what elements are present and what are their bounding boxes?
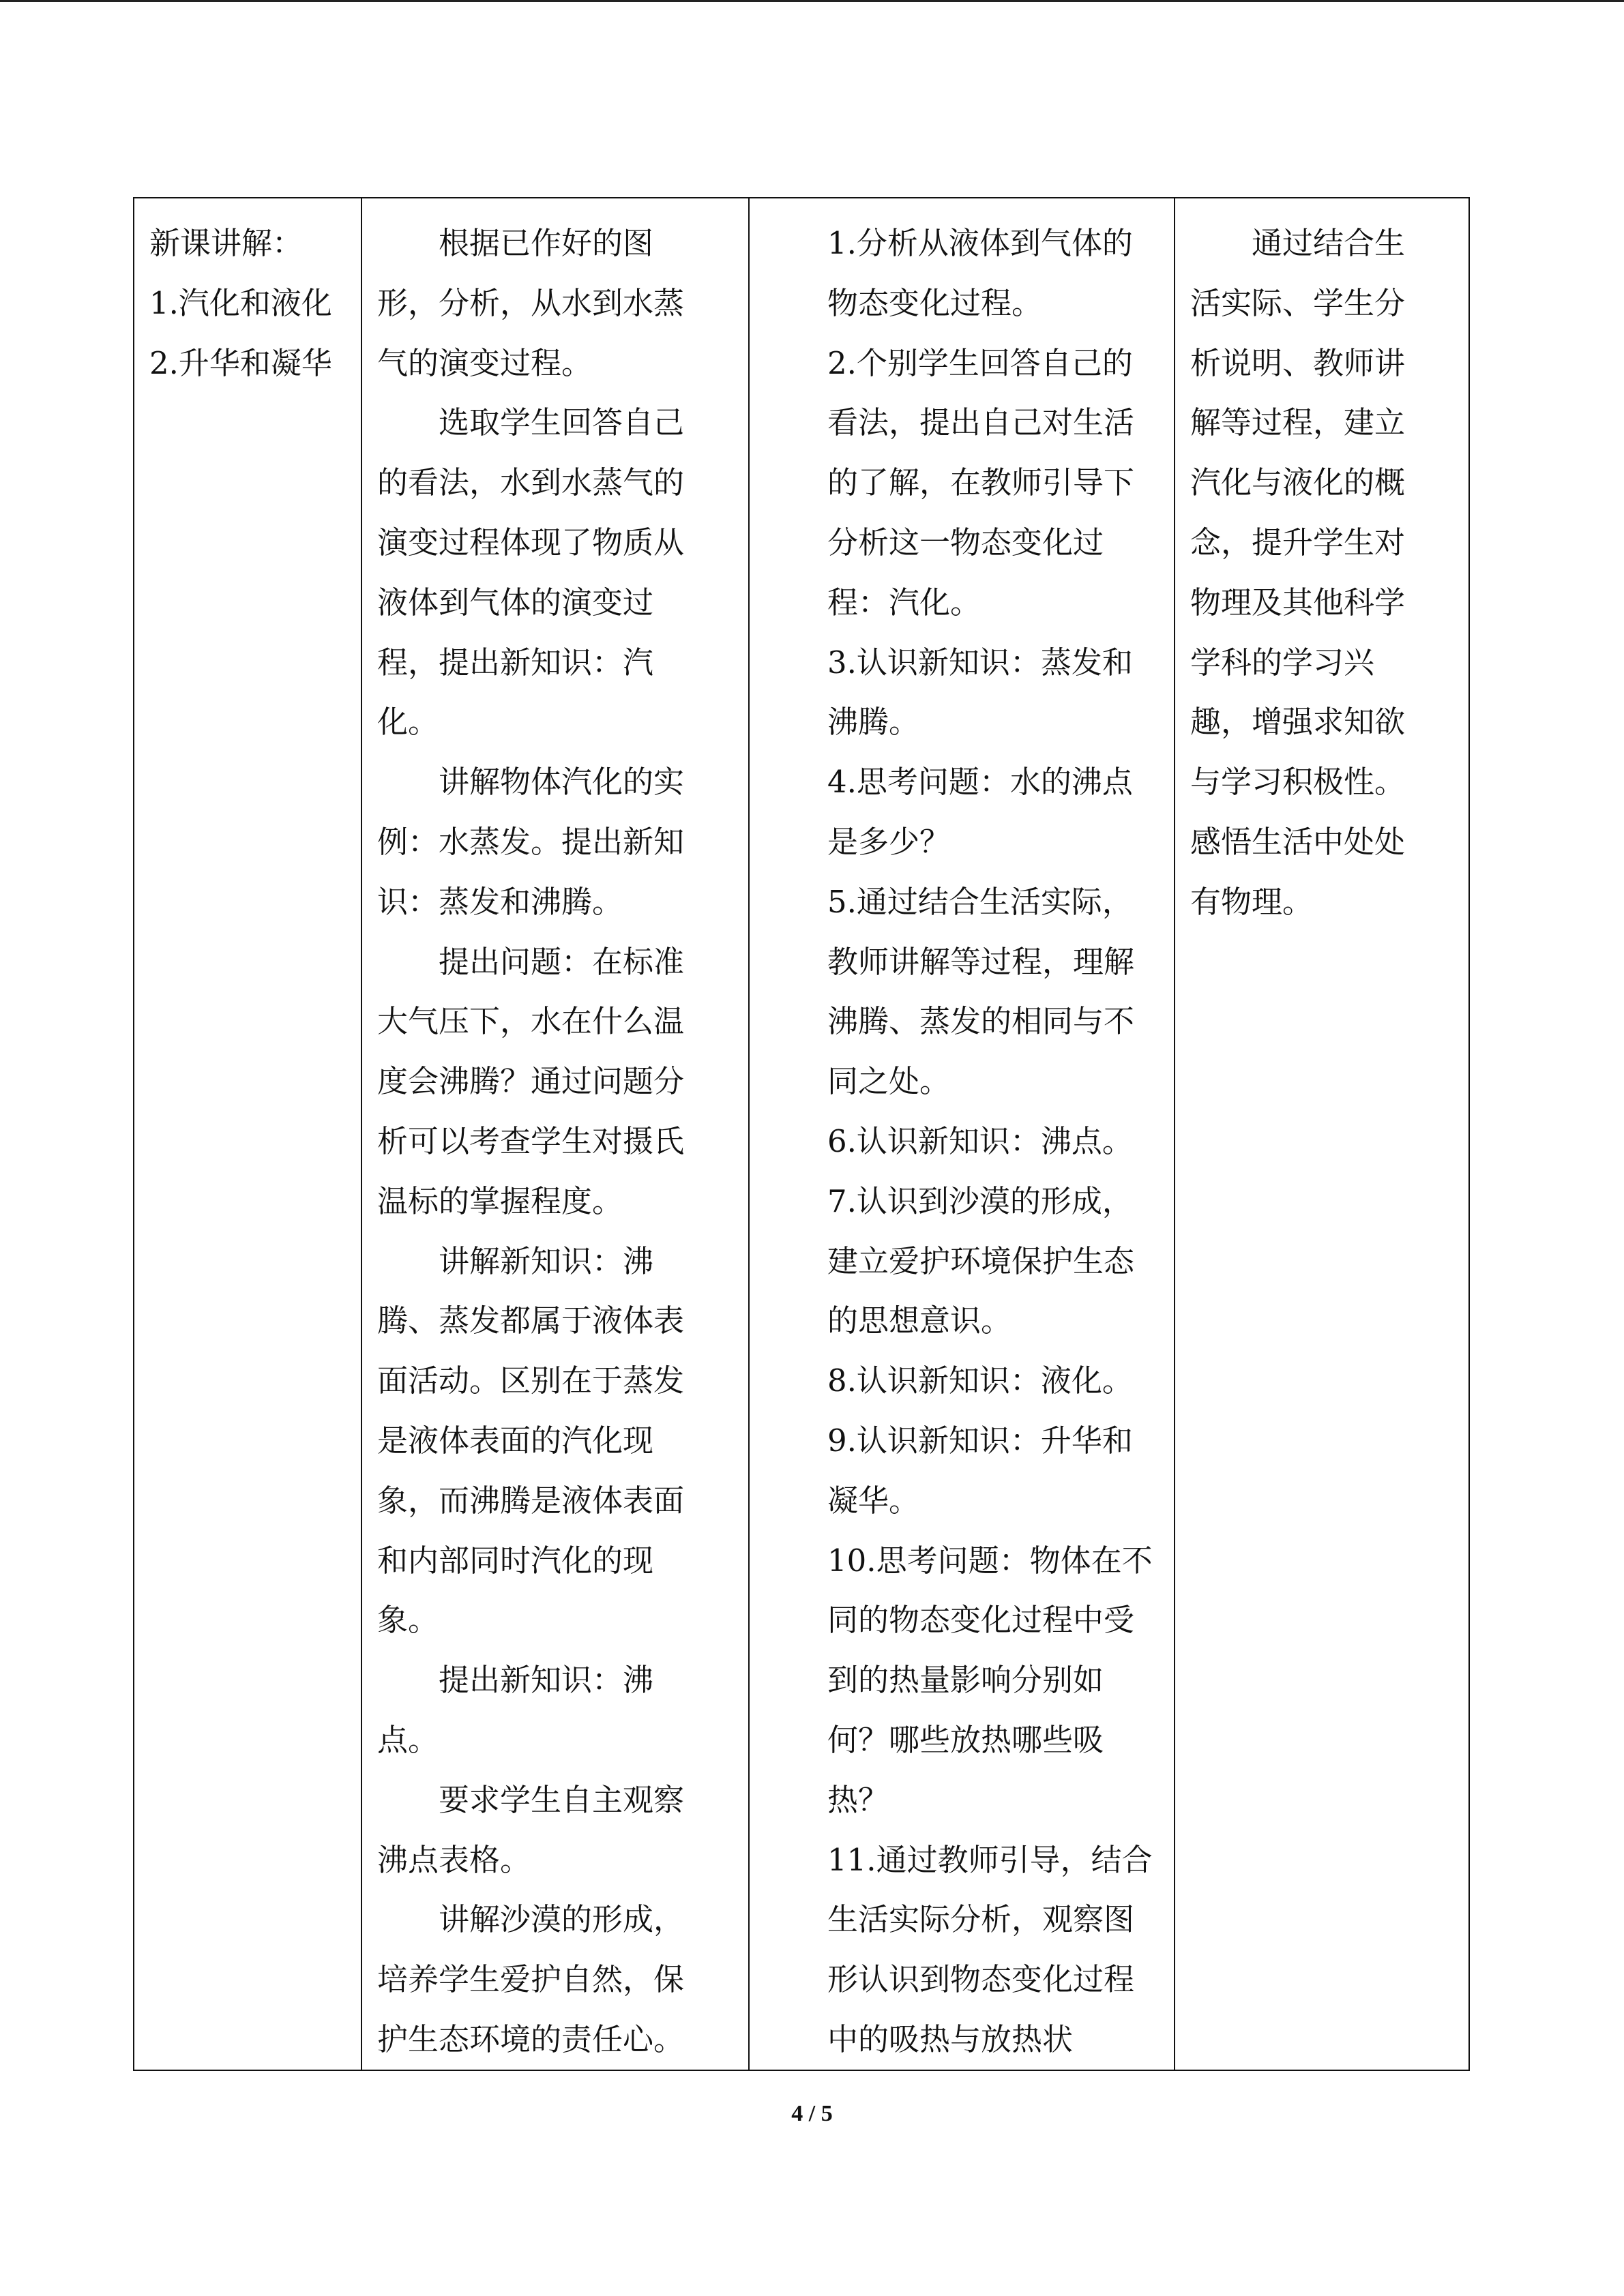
section-item-2: 2.升华和凝华 [149, 344, 332, 381]
student-item: 2.个别学生回答自己的看法，提出自己对生活的了解，在教师引导下分析这一物态变化过程：汽化。 [827, 344, 1135, 621]
design-intent-text: 通过结合生活实际、学生分析说明、教师讲解等过程，建立汽化与液化的概念，提升学生对物理及其他科学学科的学习兴趣，增强求知欲与学习积极性。感悟生活中处处有物理。 [1190, 225, 1406, 920]
table-row [134, 198, 1469, 2070]
teacher-paragraph: 提出新知识：沸点。 [377, 1662, 654, 1758]
student-item: 1.分析从液体到气体的物态变化过程。 [827, 225, 1133, 321]
teacher-paragraph: 要求学生自主观察沸点表格。 [377, 1781, 685, 1878]
student-item: 6.认识新知识：沸点。 [827, 1122, 1133, 1159]
teacher-paragraph: 讲解物体汽化的实例：水蒸发。提出新知识：蒸发和沸腾。 [377, 764, 685, 920]
design-intent-cell [1175, 198, 1469, 2070]
section-item-1: 1.汽化和液化 [149, 284, 332, 321]
section-heading: 新课讲解： [149, 225, 304, 261]
student-item: 8.认识新知识：液化。 [827, 1362, 1133, 1399]
student-item: 11.通过教师引导，结合生活实际分析，观察图形认识到物态变化过程中的吸热与放热状 [827, 1841, 1153, 2057]
teacher-paragraph: 讲解新知识：沸腾、蒸发都属于液体表面活动。区别在于蒸发是液体表面的汽化现象，而沸腾是液体表面和内部同时汽化的现象。 [377, 1242, 685, 1639]
student-item: 7.认识到沙漠的形成，建立爱护环境保护生态的思想意识。 [827, 1182, 1135, 1339]
student-item: 10.思考问题：物体在不同的物态变化过程中受到的热量影响分别如何？哪些放热哪些吸热？ [827, 1542, 1153, 1818]
teacher-paragraph: 提出问题：在标准大气压下，水在什么温度会沸腾？通过问题分析可以考查学生对摄氏温标的掌握程度。 [377, 943, 685, 1219]
teacher-paragraph: 根据已作好的图形，分析，从水到水蒸气的演变过程。 [377, 225, 685, 381]
teacher-paragraph: 讲解沙漠的形成，培养学生爱护自然，保护生态环境的责任心。 [377, 1901, 685, 2057]
student-activity-cell [749, 198, 1175, 2070]
page-number: 4 / 5 [791, 2101, 833, 2126]
section-cell [134, 198, 361, 2070]
top-border-line [0, 0, 1624, 2]
student-item: 4.思考问题：水的沸点是多少？ [827, 764, 1133, 860]
student-item: 9.认识新知识：升华和凝华。 [827, 1422, 1133, 1519]
teacher-paragraph: 选取学生回答自己的看法，水到水蒸气的演变过程体现了物质从液体到气体的演变过程，提出新知识：汽化。 [377, 404, 685, 741]
student-item: 5.通过结合生活实际，教师讲解等过程，理解沸腾、蒸发的相同与不同之处。 [827, 883, 1135, 1100]
lesson-plan-table [133, 197, 1470, 2071]
teacher-activity-cell [361, 198, 749, 2070]
student-item: 3.认识新知识：蒸发和沸腾。 [827, 644, 1133, 741]
